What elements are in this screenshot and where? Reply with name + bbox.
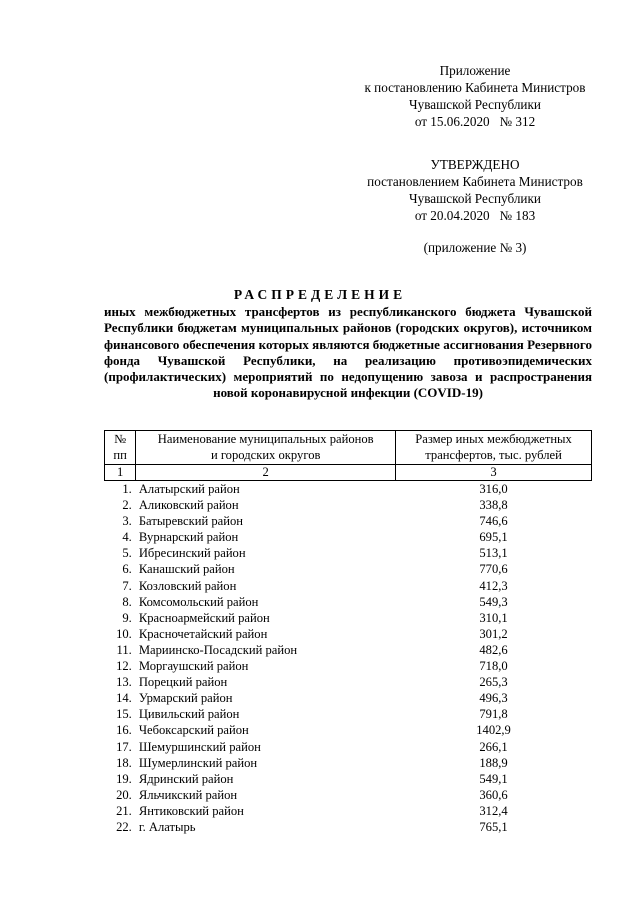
row-number: 16. [116, 723, 132, 738]
row-value: 360,6 [479, 787, 508, 802]
row-name: г. Алатырь [138, 819, 196, 834]
row-name: Ибресинский район [138, 546, 246, 561]
header-number-line-2: пп [113, 447, 127, 462]
table-row [105, 513, 592, 529]
row-name: Янтиковский район [138, 803, 244, 818]
row-name: Красночетайский район [138, 626, 268, 641]
row-number: 2. [122, 498, 132, 513]
header-amount [396, 431, 592, 465]
table-row [105, 610, 592, 626]
table-row [105, 658, 592, 674]
table-row [105, 787, 592, 803]
appendix-line-3: Чувашской Республики [409, 97, 541, 112]
approval-header [342, 156, 608, 224]
row-name: Моргаушский район [138, 659, 249, 674]
table-row [105, 755, 592, 771]
row-value: 695,1 [479, 530, 508, 545]
row-value: 188,9 [479, 755, 508, 770]
row-name: Шемуршинский район [138, 739, 261, 754]
header-name-line-2: и городских округов [210, 447, 321, 462]
header-name [136, 431, 396, 465]
row-name: Красноармейский район [138, 610, 270, 625]
row-value: 265,3 [479, 675, 508, 690]
table-row [105, 529, 592, 545]
appendix-header [342, 62, 608, 130]
table-row [105, 706, 592, 722]
row-value: 301,2 [479, 626, 508, 641]
row-value: 746,6 [479, 514, 508, 529]
column-number-1: 1 [105, 465, 136, 481]
row-name: Аликовский район [138, 498, 239, 513]
row-number: 19. [116, 771, 132, 786]
row-name: Порецкий район [138, 675, 228, 690]
row-number: 18. [116, 755, 132, 770]
row-number: 22. [116, 819, 132, 834]
row-name: Мариинско-Посадский район [138, 642, 298, 657]
header-number-line-1: № [114, 432, 127, 446]
row-name: Яльчикский район [138, 787, 238, 802]
row-number: 14. [116, 691, 132, 706]
column-number-2: 2 [136, 465, 396, 481]
row-value: 482,6 [479, 642, 508, 657]
row-value: 718,0 [479, 659, 508, 674]
row-number: 21. [116, 803, 132, 818]
row-value: 549,3 [479, 594, 508, 609]
row-number: 7. [122, 578, 132, 593]
row-value: 549,1 [479, 771, 508, 786]
row-number: 8. [122, 594, 132, 609]
table-body [105, 481, 592, 836]
document-subtitle: иных межбюджетных трансфертов из республиканского бюджета Чувашской Республики бюджетам муниципальных районов (городских округов), источником финансового обеспечения которых являются бюджетные ассигнования Резервного фонда Чувашской Республики, на реализацию противоэпидемических (профилактических) мероприятий по недопущению завоза и распространения новой коронавирусной инфекции (COVID-19) [104, 304, 592, 401]
appendix-line-1: Приложение [439, 63, 511, 78]
row-value: 412,3 [479, 578, 508, 593]
table-row [105, 497, 592, 513]
appendix-line-2: к постановлению Кабинета Министров [364, 80, 586, 95]
column-number-row [105, 465, 592, 481]
table-row [105, 803, 592, 819]
table-row [105, 642, 592, 658]
row-name: Вурнарский район [138, 530, 239, 545]
table-row [105, 771, 592, 787]
header-amount-line-1: Размер иных межбюджетных [415, 432, 572, 446]
table-row [105, 578, 592, 594]
table-row [105, 739, 592, 755]
row-number: 10. [116, 626, 132, 641]
appendix-line-4: от 15.06.2020 № 312 [414, 114, 536, 129]
row-value: 791,8 [479, 707, 508, 722]
header-amount-line-2: трансфертов, тыс. рублей [425, 447, 562, 462]
row-value: 1402,9 [476, 723, 511, 738]
row-number: 4. [122, 530, 132, 545]
row-number: 12. [116, 659, 132, 674]
row-name: Канашский район [138, 562, 235, 577]
appendix-reference: (приложение № 3) [423, 240, 527, 255]
document-title: РАСПРЕДЕЛЕНИЕ [233, 287, 407, 302]
table-row [105, 594, 592, 610]
table-header-row [105, 431, 592, 465]
row-value: 266,1 [479, 739, 508, 754]
row-name: Комсомольский район [138, 594, 259, 609]
row-name: Урмарский район [138, 691, 233, 706]
row-name: Чебоксарский район [138, 723, 249, 738]
row-name: Батыревский район [138, 514, 244, 529]
row-value: 496,3 [479, 691, 508, 706]
approval-line-3: Чувашской Республики [409, 191, 541, 206]
row-number: 11. [116, 642, 132, 657]
row-value: 312,4 [479, 803, 508, 818]
table-row [105, 722, 592, 738]
row-value: 770,6 [479, 562, 508, 577]
table-row [105, 561, 592, 577]
table-row [105, 545, 592, 561]
row-number: 17. [116, 739, 132, 754]
approval-line-2: постановлением Кабинета Министров [367, 174, 583, 189]
row-name: Ядринский район [138, 771, 234, 786]
row-value: 338,8 [479, 498, 508, 513]
approval-line-1: УТВЕРЖДЕНО [430, 157, 520, 172]
row-number: 1. [122, 482, 132, 496]
header-number [105, 431, 136, 465]
table-row [105, 690, 592, 706]
row-value: 513,1 [479, 546, 508, 561]
table-row [105, 819, 592, 835]
row-number: 20. [116, 787, 132, 802]
row-value: 310,1 [479, 610, 508, 625]
table-row [105, 481, 592, 498]
row-number: 13. [116, 675, 132, 690]
row-name: Алатырский район [138, 482, 240, 496]
row-number: 3. [122, 514, 132, 529]
approval-line-4: от 20.04.2020 № 183 [414, 208, 536, 223]
table-row [105, 626, 592, 642]
row-number: 5. [122, 546, 132, 561]
row-value: 316,0 [479, 482, 508, 496]
row-name: Шумерлинский район [138, 755, 258, 770]
table-row [105, 674, 592, 690]
column-number-3: 3 [396, 465, 592, 481]
row-name: Цивильский район [138, 707, 240, 722]
header-name-line-1: Наименование муниципальных районов [157, 432, 374, 446]
row-value: 765,1 [479, 819, 508, 834]
row-number: 15. [116, 707, 132, 722]
row-number: 6. [122, 562, 132, 577]
row-number: 9. [122, 610, 132, 625]
row-name: Козловский район [138, 578, 237, 593]
distribution-table [104, 430, 592, 835]
